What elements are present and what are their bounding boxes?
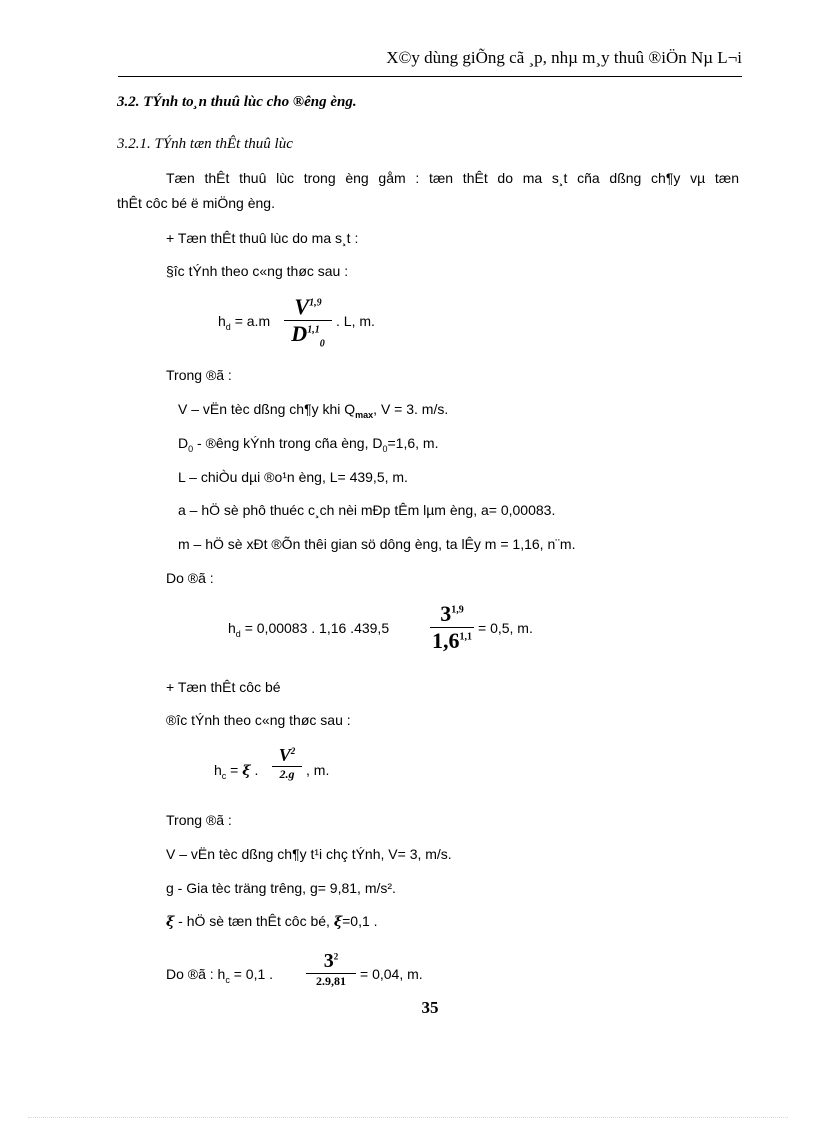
m-coefficient-definition: m – hÖ sè xÐt ®Õn thêi gian sö dông èng, ta lÊy m = 1,16, n¨m.: [178, 536, 576, 552]
page-header: X©y dùng giÕng cã ¸p, nhµ m¸y thuû ®iÖn Nµ L¬i: [386, 48, 742, 67]
intro-line-1: Tæn thÊt thuû lùc trong èng gåm : tæn thÊt do ma s¸t cña dßng ch¶y vµ tæn: [166, 170, 739, 186]
local-result-left: Do ®ã : $h_c = 0,1$ .: [166, 966, 274, 985]
friction-result-right: = 0,5, m.: [478, 620, 533, 636]
friction-result-left: $h_d = 0,00083$ . 1,16 .439,5: [228, 620, 390, 639]
length-definition: L – chiÒu dµi ®o¹n èng, L= 439,5, m.: [178, 469, 408, 485]
local-result-fraction: $3^2$ 2.9,81: [306, 950, 356, 989]
friction-result-intro: Do ®ã :: [166, 570, 214, 586]
xi-symbol: ξ: [242, 763, 251, 779]
xi-definition: ξ - hÖ sè tæn thÊt côc bé, ξ=0,1 .: [166, 913, 378, 930]
xi-symbol: ξ: [166, 914, 175, 930]
local-velocity-definition: V – vËn tèc dßng ch¶y t¹i chç tÝnh, V= 3, m/s.: [166, 846, 452, 862]
friction-result-fraction: 3$^{1,9}$ 1,6$^{1,1}$: [432, 601, 472, 653]
page-bottom-divider: [28, 1117, 788, 1118]
local-formula-right: , m.: [306, 762, 330, 778]
friction-formula-right: . L, m.: [336, 313, 375, 329]
local-formula-intro: ®îc tÝnh theo c«ng thøc sau :: [166, 712, 351, 728]
friction-title: + Tæn thÊt thuû lùc do ma s¸t :: [166, 230, 359, 246]
intro-line-2: thÊt côc bé ë miÖng èng.: [117, 195, 275, 211]
local-formula-left: $h_c = \xi$ .: [214, 762, 259, 781]
local-fraction: $V^2$ 2.g: [272, 745, 302, 782]
page-number: 35: [421, 998, 439, 1017]
friction-fraction: V$^{1,9}$ D$^{1,1}_0$: [284, 294, 332, 349]
velocity-definition: V – vËn tèc dßng ch¶y khi $Q_{max}$, V = 3. m/s.: [178, 401, 449, 420]
local-result-right: = 0,04, m.: [360, 966, 423, 982]
gravity-definition: g - Gia tèc träng trêng, g= 9,81, m/s².: [166, 880, 396, 896]
friction-where: Trong ®ã :: [166, 367, 232, 383]
local-where: Trong ®ã :: [166, 812, 232, 828]
xi-symbol: ξ: [333, 914, 343, 930]
friction-formula-intro: §îc tÝnh theo c«ng thøc sau :: [166, 263, 349, 279]
a-coefficient-definition: a – hÖ sè phô thuéc c¸ch nèi mÐp tÊm lµm èng, a= 0,00083.: [178, 502, 556, 518]
section-heading: 3.2. TÝnh to¸n thuû lùc cho ®êng èng.: [117, 94, 357, 110]
header-rule: [118, 76, 742, 77]
friction-formula-left: $h_d = a.m$: [218, 313, 271, 332]
local-loss-title: + Tæn thÊt côc bé: [166, 679, 281, 695]
subsection-heading: 3.2.1. TÝnh tæn thÊt thuû lùc: [117, 136, 293, 152]
diameter-definition: $D_0$ - ®êng kÝnh trong cña èng, $D_0=1,6$, m.: [178, 435, 439, 454]
